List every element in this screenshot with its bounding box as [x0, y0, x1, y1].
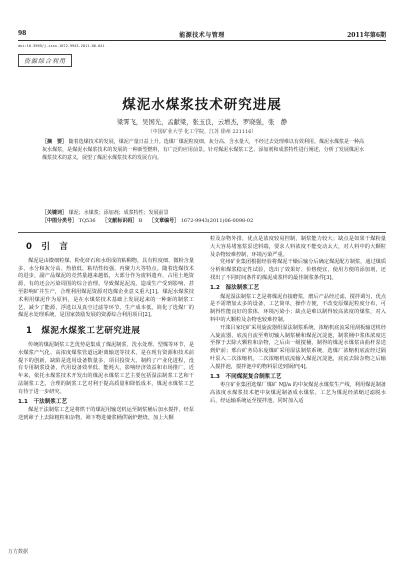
header-rule — [18, 40, 386, 41]
footer-watermark: 万方数据 — [8, 549, 29, 555]
keywords-text: 煤泥；水煤浆；添加剂；成浆特性；发展前景 — [68, 210, 169, 216]
doi-line: doi:10.3969/j.issn.1672-9943.2011.06.041 — [18, 44, 105, 48]
column-tag: 资源综合利用 — [18, 54, 72, 67]
class-value: TQ536 — [78, 218, 96, 224]
intro-paragraph: 煤泥是由微细粒煤、粉化矸石和水组成的粘稠物，具有粒度细、微粉含量多、水分和灰分高、热值低、粘结性较强、内聚力大等特点。随着选煤技术的进步，副产品煤泥的竞然量越来越低，大部分作为废料遗弃，占用土地资源，有的还会污染周围的综合治理。导致煤泥泥流，造成生产受到影响，甚至影响矿井生产，合理利用煤泥资源对选煤企业意义重大[1]。煤泥水煤浆技术利用煤泥作为原料，是在水煤浆技术基础上发展起来的一种新的制浆工艺，减少了能源，浮选以及真空过滤等环节，生产成本低，简化了选煤厂的煤泥水处理系统，是国家鼓励发展的资源综合利用项目[2]。 — [18, 257, 195, 319]
author-list: 梁霁飞，吴国光，孟献梁，张玉良，云增杰，罗晓强，张 静 — [116, 119, 287, 126]
running-header — [18, 30, 386, 40]
page-number: 98 — [18, 30, 27, 37]
kailuan-paragraph: 开滦吕家坨矿采用旋流器组湿法制浆系统，浓缩机底流采用刮板输送机经入旋流器，底流自流至剪切输入制浆桶和煤泥沉淀池，制浆桶中浆体浓度达至撑于去除大颗粒和杂物，之后由一级搅桶，制得的煤泥水煤浆由曲杆泵送到炉前；邢台矿务局东庞煤矿采用湿法制浆系统，选煤厂浓缩机底流经过隔叶泵入二次浓缩机，二次浓缩机底流输入煤泥沉淀池，底流去除杂物之后输入搅拌池，搅拌池中的物料泵送到锅炉[4]。 — [210, 324, 387, 370]
article-no-value: 1672-9943(2011)06-0098-02 — [180, 218, 254, 224]
dry-process-continued: 粒及杂物外排，优点是浓度较易控制，制浆能力较大；缺点是如果干煤粉量大大容易堵塞浆泵送料端，要求人料浓度不能变动太大，对人料中的大颗粒及杂物较难控制，环境污染严重。 — [210, 236, 386, 258]
abstract-text: 随着选煤技术的发展，煤泥产量日益上升。选煤厂煤泥粒度细、灰分高、含水量大，不经过去处理难以有效利用。煤泥水煤浆是一种高灰水煤浆，是煤泥水煤浆技术的发展的一种新型燃料，有广泛的应用前景。针对煤泥水煤浆工艺、添加剂和成浆特性进行阐述，分析了发展煤泥水煤浆技术的意义，展望了煤泥水煤浆技术的发展方向。 — [42, 139, 364, 161]
journal-name: 能源技术与管理 — [179, 32, 225, 39]
issue-label: 2011年第6期 — [347, 32, 386, 39]
abstract-label: ［摘 要］ — [42, 139, 68, 145]
keywords-label: ［关键词］ — [42, 210, 68, 216]
composite-paragraph: 枣庄矿业集团选煤厂煤矿 MJ/a 的中灰煤泥水煤浆生产线，利用煤泥制备高浓度水煤浆技术把中灰煤泥制备成水煤浆。工艺为煤泥经浓缩过滤脱水后，经运输系统运至搅拌池，同时加入适 — [210, 382, 386, 404]
doc-code-label: ［文献标识码］ — [102, 218, 138, 224]
article-title: 煤泥水煤浆技术研究进展 — [122, 97, 282, 113]
doc-code-value: B — [138, 218, 143, 224]
yanzhou-paragraph: 党州矿业集团根据经验将煤泥干燥后输分后确定煤泥配方制浆，通过煤质分析和煤浆稳定性试验，选出了效果好、价格便宜，使用方便的添加剂，还找出了不同时间条件的煤泥成浆样的最佳制浆条件[3]。 — [210, 259, 387, 281]
right-column — [210, 236, 386, 406]
dry-process-paragraph: 煤泥干法制浆工艺是将烘干的煤泥用输送机运至制浆桶后加水搅拌，经泵送到筛子上去除粗粒和杂物，筛下物进储浆桶供锅炉燃烧。加上大颗 — [18, 407, 195, 422]
article-no-label: ［文章编号］ — [149, 218, 180, 224]
abstract-block — [42, 139, 364, 162]
process-paragraph: 传统的煤泥制浆工艺优势是集成了煤泥制浆、洗水处理、型煤等环节，是水煤浆产气化、高浓度煤浆管道远距离输送等技术，是在现有资源和技术前提下的创新，缺陷是选用设备数量多、项目投资大、制约了产业化进程，没有专用制浆设备，代用设备效率低、能耗大，影响经济效益和市场推广。近年来，依托水煤浆技术开发出的煤泥水煤浆工艺主要包括湿法制浆工艺和干法制浆工艺，合理的制浆工艺对利于提高质量和降低成本，煤泥水煤浆工艺有待于进一步研究。 — [18, 341, 195, 395]
subsection-heading-dry: 1.1 干法制浆工艺 — [18, 398, 68, 405]
section-heading-process: 1 煤泥水煤浆工艺研究进展 — [26, 326, 141, 337]
section-heading-intro: 0 引 言 — [26, 242, 69, 252]
wet-process-paragraph: 煤泥湿法制浆工艺是将煤泥直接磨浆，磨后产品经过滤，搅拌调匀，优点是不需增加太多的设备，工艺简单，操作方便，不改变原煤泥粒度分布，可制得性能良好的浆体，环境污染小；缺点是难以制得较高浓度的煤浆，对入料中的大颗粒及杂物也较难控制。 — [210, 293, 387, 323]
subsection-heading-composite: 1.3 不同煤泥复合制浆工艺 — [210, 373, 282, 380]
class-label: ［中图分类号］ — [42, 218, 78, 224]
section-rule — [18, 232, 386, 233]
keywords-line — [42, 210, 364, 217]
subsection-heading-wet: 1.2 湿法制浆工艺 — [210, 284, 260, 291]
affiliation: （中国矿业大学 化工学院，江苏 徐州 221116） — [147, 129, 257, 135]
left-column — [18, 236, 194, 423]
classification-line — [42, 218, 364, 225]
